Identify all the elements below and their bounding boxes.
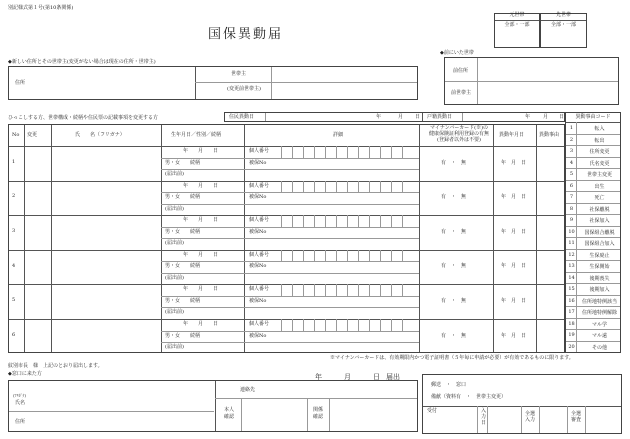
contact-label: 連絡先 (240, 387, 256, 393)
reason-code-number: 16 (568, 297, 575, 304)
reason-code-number: 7 (569, 194, 574, 200)
reason-code-number: 6 (569, 182, 574, 189)
received-label: 受付 (427, 408, 438, 414)
new-address-box (8, 66, 418, 100)
previous-address-label: 前住所 (453, 68, 469, 74)
row-number: 2 (12, 193, 16, 200)
reason-code-number: 19 (568, 332, 575, 338)
visitor-section-title: ◆窓口に来た方 (8, 371, 42, 377)
mynumber-footnote: ※マイナンバーカードは、有効期限内かつ電子証明書（５年毎に申請が必要）が有効であるものに限ります。 (330, 355, 574, 361)
office-method: 郵送 ・ 窓口 (431, 382, 467, 388)
reason-code-number: 12 (568, 251, 575, 258)
reason-code-number: 1 (569, 125, 574, 131)
previous-householder-label: (変更前世帯主) (227, 86, 261, 92)
new-address-section-title: ◆新しい住所とその世帯主(変更がない場合は現在の住所・世帯主) (8, 59, 156, 65)
reason-code-label: 転出 (594, 137, 605, 144)
reason-code-number: 13 (568, 263, 575, 269)
reason-code-label: 後期加入 (589, 287, 610, 293)
reason-code-label: 住所変更 (589, 149, 610, 155)
reason-code-label: 社保加入 (589, 218, 610, 224)
row-number: 4 (12, 262, 16, 269)
col-no: No (12, 132, 20, 138)
reason-code-label: 国保組合加入 (584, 241, 615, 247)
reason-code-number: 17 (568, 309, 575, 315)
filed-date: 年 月 日 届出 (315, 373, 400, 381)
reason-code-number: 20 (568, 343, 575, 350)
col-mynumber-1: マイナンバーカード(※)の (429, 125, 489, 131)
reason-code-number: 15 (568, 286, 575, 292)
reason-code-label: 転入 (594, 126, 605, 132)
previous-household-box (444, 57, 619, 105)
reason-code-number: 8 (569, 205, 574, 212)
previous-householder-label: 前世帯主 (451, 90, 472, 96)
col-reason: 異動事由 (539, 132, 560, 138)
row-number: 3 (12, 228, 16, 235)
reason-code-label: 生保廃止 (589, 252, 610, 259)
reason-code-number: 4 (569, 159, 574, 166)
reason-code-label: マル学 (591, 321, 607, 328)
reason-code-label: 死亡 (594, 195, 605, 201)
col-mynumber-3: (登録者以外は不要) (437, 137, 481, 143)
row-number: 1 (12, 158, 16, 165)
reason-code-number: 14 (568, 274, 575, 281)
reason-code-number: 3 (569, 148, 574, 154)
row-number: 6 (12, 331, 16, 338)
col-birth: 生年月日／性別／続柄 (171, 132, 222, 138)
reason-code-label: 住所地特例解除 (581, 310, 617, 316)
col-transfer-date: 異動年月日 (499, 132, 525, 138)
stamp-box-origin: 元世帯 全部・一部 (494, 13, 540, 48)
householder-label: 世帯主 (231, 71, 247, 77)
col-detail: 詳細 (333, 132, 344, 138)
col-change: 変更 (27, 132, 38, 138)
visitor-box: (ﾌﾘｶﾞﾅ) 氏名 住所 連絡先 本人 確認 関係 確認 (8, 380, 418, 432)
stamp-box-destination: 先世帯 全部・一部 (540, 13, 587, 48)
col-mynumber-2: 健康保険証利用登録の有無 (428, 131, 489, 137)
reason-code-label: 国保組合離脱 (584, 229, 615, 236)
resident-date-label: 住民異動日 (229, 114, 255, 120)
declaration: 紋別市長 様 上記のとおり届出します。 (8, 363, 103, 369)
member-table: No 変更 氏 名（フリガナ） 生年月日／性別／続柄 詳細 マイナンバーカード(※)の 健康保険証利用登録の有無 (登録者以外は不要) 異動年月日 異動事由 1 年 月 日 男・女 続柄 (届出前) 個人番号 被保No 有 ・ 無 年 月 日 2 年 月 日 男・女 続柄 (届出前) 個人番号 被保No 有 ・ 無 年 月 日 3 年 月 日 男・女 続柄 (届出前) 個人番号 被保No 有 ・ 無 年 月 日 4 年 月 日 男・女 続柄 (届出前) 個人番号 被保No 有 ・ 無 年 月 日 5 年 月 日 男・女 続柄 (届出前) 個人番号 被保No 有 ・ 無 年 月 日 6 年 月 日 男・女 続柄 (届出前) 個人番号 被保No 有 ・ 無 年 月 日 (8, 124, 565, 353)
reason-code-number: 9 (569, 217, 574, 223)
address-label: 住所 (15, 80, 26, 86)
reason-code-label: 出生 (594, 183, 605, 190)
previous-household-section-title: ◆前にいた世帯 (440, 50, 474, 56)
reason-code-label: マル遠 (591, 333, 607, 339)
reason-code-label: その他 (591, 344, 607, 351)
reason-code-label: 住所地特例該当 (581, 298, 617, 305)
reason-code-legend (565, 112, 621, 353)
visitor-name-label: 氏名 (15, 400, 26, 406)
visitor-address-label: 住所 (15, 419, 26, 425)
reason-code-title: 異動事由コード (575, 114, 611, 120)
reason-code-label: 氏名変更 (589, 160, 610, 167)
date-row: 住民異動日 年 月 日 戸籍異動日 年 月 日 (224, 112, 565, 122)
col-name: 氏 名（フリガナ） (75, 132, 125, 138)
reason-code-label: 生保開始 (589, 264, 610, 270)
reason-code-label: 世帯主変更 (586, 172, 612, 178)
page-title: 国保異動届 (208, 27, 284, 42)
office-box: 郵送 ・ 窓口 備献（資料有 ・ 世帯主変更） 受付 入 力 日 全選 入力 全選 審査 (422, 374, 622, 434)
reason-code-number: 2 (569, 136, 574, 143)
reason-code-label: 後期喪失 (589, 275, 610, 282)
office-notes: 備献（資料有 ・ 世帯主変更） (431, 394, 507, 400)
row-number: 5 (12, 297, 16, 304)
reason-code-number: 11 (568, 240, 575, 246)
form-label: 別記様式第１号(第10条関係) (8, 5, 74, 11)
reason-code-number: 18 (568, 320, 575, 327)
intro-note-text: ひっこしする方、世帯構成・続柄や住民票の記載事項を変更する方 (8, 115, 159, 121)
reason-code-label: 社保離脱 (589, 206, 610, 213)
reason-code-number: 10 (568, 228, 575, 235)
family-date-label: 戸籍異動日 (427, 114, 453, 120)
reason-code-number: 5 (569, 171, 574, 177)
